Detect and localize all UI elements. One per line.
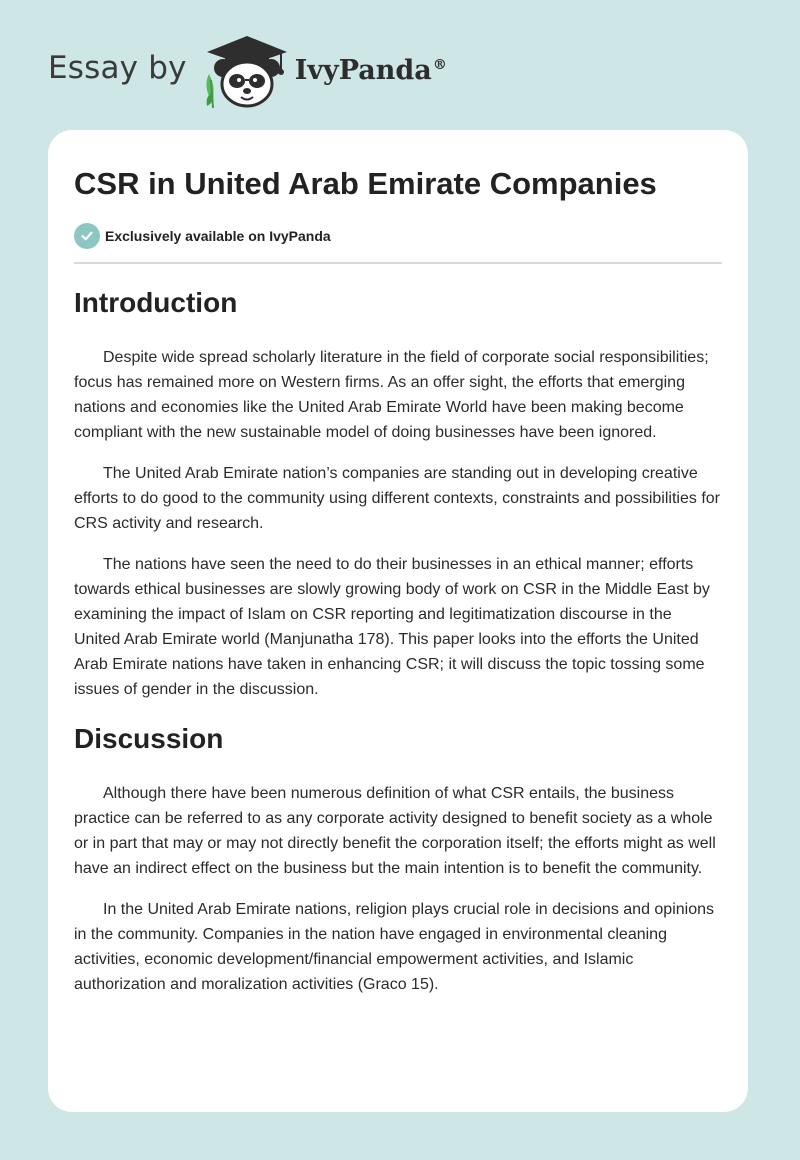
paragraph: In the United Arab Emirate nations, religion plays crucial role in decisions and opinions in the community. Companies in the nation have engaged in environmental cleaning activities, economic development/financial empowerment activities, and Islamic authorization and moralization activities (Graco 15). <box>74 901 715 993</box>
brand-name[interactable]: IvyPanda® <box>294 54 447 86</box>
exclusive-badge-text: Exclusively available on IvyPanda <box>105 228 331 244</box>
paragraph: The nations have seen the need to do their businesses in an ethical manner; efforts towards ethical businesses are slowly growing body of work on CSR in the Middle East by examining the impact of Islam on CSR reporting and legitimatization discourse in the United Arab Emirate world (Manjunatha 178). This paper looks into the efforts the United Arab Emirate nations have taken in enhancing CSR; it will discuss the topic tossing some issues of gender in the discussion. <box>74 556 710 698</box>
page-title: CSR in United Arab Emirate Companies <box>74 166 657 201</box>
registered-mark: ® <box>432 56 447 73</box>
section-heading-introduction: Introduction <box>74 287 238 318</box>
paragraph: Despite wide spread scholarly literature in the field of corporate social responsibilities; focus has remained more on Western firms. As an offer sight, the efforts that emerging nations and economies like the United Arab Emirate World have been making become compliant with the new sustainable model of doing businesses have been ignored. <box>74 349 709 441</box>
paragraph: Although there have been numerous definition of what CSR entails, the business practice can be referred to as any corporate activity designed to benefit society as a whole or in part that may or may not directly benefit the corporation itself; the efforts might as well have an indirect effect on the business but the main intention is to benefit the community. <box>74 785 716 877</box>
section-heading-discussion: Discussion <box>74 723 224 754</box>
essay-card <box>48 130 748 1112</box>
title-divider <box>74 262 722 264</box>
panda-graduate-icon[interactable] <box>201 34 293 110</box>
exclusive-badge <box>74 222 722 250</box>
paragraph: The United Arab Emirate nation’s companies are standing out in developing creative efforts to do good to the community using different contexts, constraints and possibilities for CRS activity and research. <box>74 465 720 532</box>
site-header <box>48 34 447 110</box>
essay-by-label: Essay by <box>48 50 187 86</box>
check-icon <box>74 223 100 249</box>
